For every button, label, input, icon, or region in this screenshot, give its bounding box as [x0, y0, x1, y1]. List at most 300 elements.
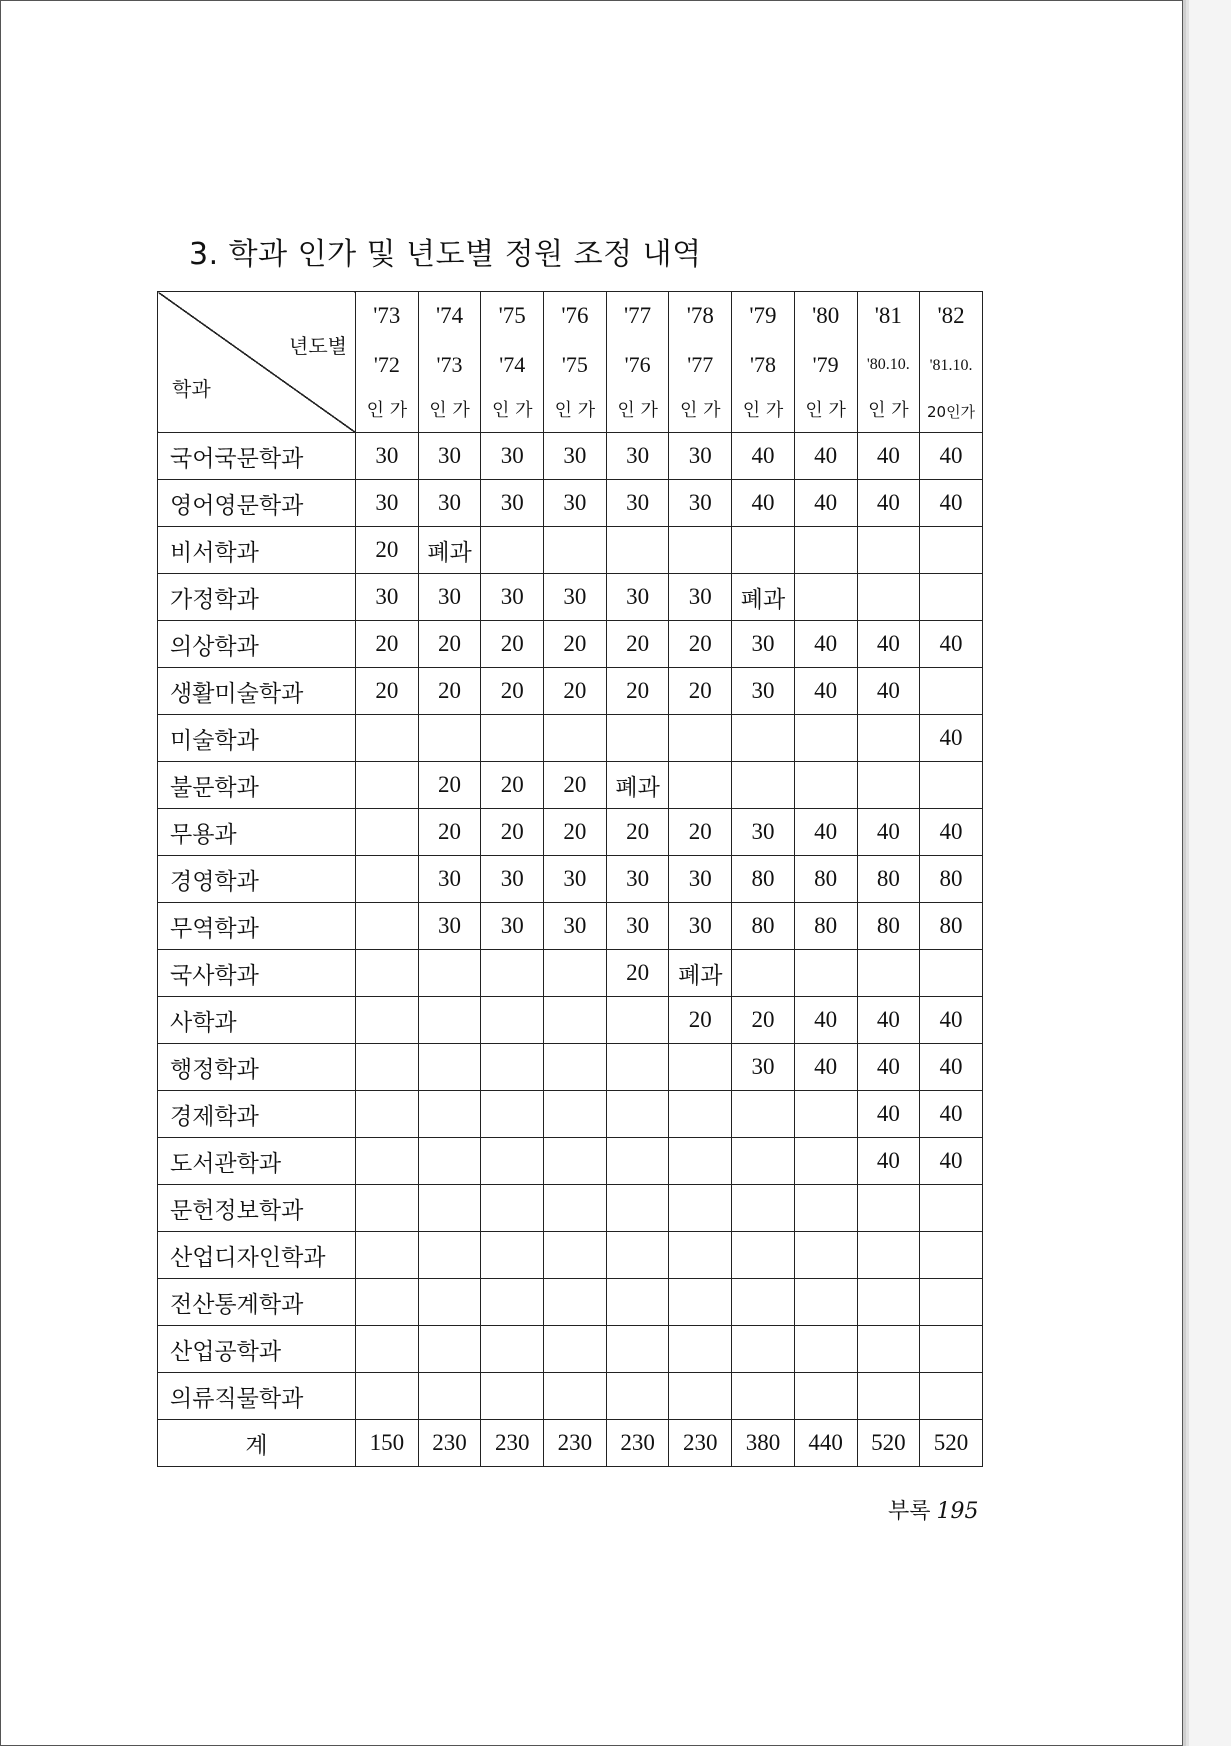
approval-note: 20인가: [926, 403, 976, 421]
quota-cell: [732, 1279, 795, 1326]
quota-cell: [669, 762, 732, 809]
quota-cell: 40: [857, 1091, 920, 1138]
quota-cell: 30: [606, 574, 669, 621]
quota-cell: [857, 574, 920, 621]
table-row: [158, 1279, 983, 1326]
page-heading: 3. 학과 인가 및 년도별 정원 조정 내역: [189, 237, 702, 272]
quota-cell: [544, 527, 607, 574]
quota-cell: [794, 1185, 857, 1232]
year-header-cell: [356, 292, 419, 433]
quota-cell: 20: [481, 809, 544, 856]
quota-cell: [481, 715, 544, 762]
quota-cell: [669, 1232, 732, 1279]
total-cell: 230: [544, 1420, 607, 1467]
quota-cell: [418, 1232, 481, 1279]
quota-cell: 40: [920, 715, 983, 762]
quota-cell: 30: [418, 433, 481, 480]
quota-cell: [606, 527, 669, 574]
approval-note: 인 가: [554, 400, 596, 421]
approval-note: 인 가: [680, 400, 721, 421]
quota-cell: [732, 1326, 795, 1373]
quota-cell: [606, 1232, 669, 1279]
quota-cell: 40: [794, 433, 857, 480]
quota-cell: [732, 527, 795, 574]
quota-cell: [606, 715, 669, 762]
quota-cell: [544, 1232, 607, 1279]
quota-cell: [920, 1326, 983, 1373]
year-label: '82: [937, 303, 965, 328]
total-cell: 380: [732, 1420, 795, 1467]
quota-cell: [857, 1373, 920, 1420]
quota-cell: 30: [481, 574, 544, 621]
department-name: 의류직물학과: [158, 1373, 356, 1420]
department-name: 영어영문학과: [158, 480, 356, 527]
quota-cell: [794, 715, 857, 762]
quota-cell: [732, 950, 795, 997]
department-name: 행정학과: [158, 1044, 356, 1091]
year-header-cell: [481, 292, 544, 433]
quota-cell: [732, 715, 795, 762]
quota-cell: [544, 1373, 607, 1420]
year-label: '73: [373, 303, 401, 328]
quota-cell: [669, 1326, 732, 1373]
quota-cell: [606, 1326, 669, 1373]
year-header-cell: [418, 292, 481, 433]
quota-cell: [920, 1279, 983, 1326]
quota-cell: 40: [920, 433, 983, 480]
quota-cell: [857, 1232, 920, 1279]
quota-cell: [669, 1373, 732, 1420]
quota-cell: 40: [794, 668, 857, 715]
quota-cell: [418, 715, 481, 762]
quota-cell: 40: [732, 433, 795, 480]
table-row: [158, 621, 983, 668]
quota-cell: [544, 950, 607, 997]
department-name: 경제학과: [158, 1091, 356, 1138]
quota-cell: 80: [920, 903, 983, 950]
quota-cell: [356, 1232, 419, 1279]
quota-cell: 80: [794, 856, 857, 903]
quota-cell: 20: [544, 809, 607, 856]
quota-cell: [606, 1091, 669, 1138]
table-row: [158, 715, 983, 762]
quota-cell: 20: [356, 527, 419, 574]
quota-cell: 20: [606, 950, 669, 997]
quota-cell: 30: [356, 480, 419, 527]
quota-cell: [418, 997, 481, 1044]
total-cell: 520: [857, 1420, 920, 1467]
quota-cell: [920, 527, 983, 574]
quota-cell: 80: [794, 903, 857, 950]
quota-cell: 30: [418, 574, 481, 621]
year-label: '79: [749, 303, 777, 328]
table-row: [158, 668, 983, 715]
quota-cell: [481, 1185, 544, 1232]
quota-cell: [418, 1279, 481, 1326]
quota-cell: [544, 1279, 607, 1326]
total-cell: 440: [794, 1420, 857, 1467]
quota-cell: 20: [418, 809, 481, 856]
quota-cell: 30: [606, 856, 669, 903]
quota-cell: [920, 1373, 983, 1420]
quota-cell: [732, 762, 795, 809]
quota-cell: [544, 1326, 607, 1373]
quota-cell: [356, 1044, 419, 1091]
quota-cell: 40: [920, 809, 983, 856]
quota-cell: [356, 1326, 419, 1373]
quota-cell: [794, 1091, 857, 1138]
quota-cell: 30: [356, 574, 419, 621]
table-row: [158, 527, 983, 574]
quota-cell: [920, 574, 983, 621]
approval-year-label: '78: [749, 351, 776, 377]
quota-cell: [356, 762, 419, 809]
quota-cell: [669, 1185, 732, 1232]
table-row: [158, 433, 983, 480]
department-name: 의상학과: [158, 621, 356, 668]
quota-cell: [857, 762, 920, 809]
quota-cell: [669, 1044, 732, 1091]
year-label: '76: [561, 303, 589, 328]
department-name: 무역학과: [158, 903, 356, 950]
quota-cell: 30: [418, 480, 481, 527]
department-name: 산업공학과: [158, 1326, 356, 1373]
quota-cell: [481, 950, 544, 997]
table-row: [158, 856, 983, 903]
table-row: [158, 1326, 983, 1373]
quota-cell: [732, 1091, 795, 1138]
quota-cell: 30: [606, 480, 669, 527]
quota-cell: 80: [732, 856, 795, 903]
table-row: [158, 1232, 983, 1279]
quota-cell: 20: [481, 668, 544, 715]
table-row: [158, 997, 983, 1044]
quota-cell: [920, 950, 983, 997]
quota-cell: 40: [732, 480, 795, 527]
quota-cell: [794, 1279, 857, 1326]
quota-cell: [418, 950, 481, 997]
quota-cell: [732, 1232, 795, 1279]
department-name: 도서관학과: [158, 1138, 356, 1185]
quota-cell: [794, 1232, 857, 1279]
quota-cell: 40: [794, 1044, 857, 1091]
quota-cell: 40: [920, 480, 983, 527]
quota-cell: [920, 1232, 983, 1279]
quota-cell: [481, 997, 544, 1044]
quota-cell: [481, 1373, 544, 1420]
quota-cell: [669, 1091, 732, 1138]
table-row: [158, 574, 983, 621]
quota-cell: 20: [356, 668, 419, 715]
department-name: 불문학과: [158, 762, 356, 809]
quota-cell: [857, 950, 920, 997]
quota-cell: 40: [794, 997, 857, 1044]
quota-cell: [481, 1326, 544, 1373]
quota-cell: 80: [857, 856, 920, 903]
quota-cell: 40: [794, 480, 857, 527]
quota-cell: 40: [857, 480, 920, 527]
quota-cell: 30: [606, 903, 669, 950]
quota-cell: [356, 1373, 419, 1420]
quota-cell: [418, 1373, 481, 1420]
quota-cell: [356, 1091, 419, 1138]
table-row: [158, 480, 983, 527]
department-name: 미술학과: [158, 715, 356, 762]
department-name: 경영학과: [158, 856, 356, 903]
quota-cell: 30: [732, 668, 795, 715]
quota-cell: [356, 1185, 419, 1232]
quota-cell: [481, 1279, 544, 1326]
quota-cell: 40: [920, 997, 983, 1044]
quota-table: [157, 291, 983, 1467]
year-label: '77: [624, 303, 652, 328]
page-footer: [888, 1494, 979, 1525]
quota-cell: [669, 527, 732, 574]
approval-note: 인 가: [491, 400, 533, 421]
quota-cell: 40: [857, 997, 920, 1044]
quota-cell: 80: [920, 856, 983, 903]
quota-cell: [920, 668, 983, 715]
department-name: 국어국문학과: [158, 433, 356, 480]
quota-cell: 30: [732, 1044, 795, 1091]
approval-note: 인 가: [429, 400, 470, 421]
year-header-cell: [920, 292, 983, 433]
quota-cell: [794, 762, 857, 809]
year-header-cell: [794, 292, 857, 433]
quota-cell: [481, 1044, 544, 1091]
quota-cell: [356, 715, 419, 762]
total-label: 계: [158, 1420, 356, 1467]
quota-cell: [732, 1185, 795, 1232]
quota-cell: 30: [418, 856, 481, 903]
quota-cell: [544, 715, 607, 762]
quota-cell: 폐과: [606, 762, 669, 809]
quota-cell: 30: [418, 903, 481, 950]
quota-cell: 20: [606, 809, 669, 856]
year-header-cell: [606, 292, 669, 433]
quota-cell: [669, 715, 732, 762]
department-name: 비서학과: [158, 527, 356, 574]
year-label: '78: [686, 303, 714, 328]
quota-cell: 20: [544, 762, 607, 809]
quota-cell: 20: [669, 668, 732, 715]
year-label: '74: [435, 303, 464, 328]
quota-cell: 20: [356, 621, 419, 668]
quota-cell: 40: [857, 621, 920, 668]
quota-cell: [794, 574, 857, 621]
quota-cell: 40: [857, 809, 920, 856]
total-cell: 150: [356, 1420, 419, 1467]
approval-year-label: '80.10.: [866, 355, 910, 373]
quota-cell: [481, 1091, 544, 1138]
quota-cell: [857, 715, 920, 762]
quota-cell: [606, 1373, 669, 1420]
table-row: [158, 1138, 983, 1185]
approval-year-label: '76: [624, 351, 651, 377]
quota-cell: 20: [606, 668, 669, 715]
quota-cell: 40: [794, 809, 857, 856]
quota-cell: 30: [544, 903, 607, 950]
quota-cell: 80: [732, 903, 795, 950]
footer-label: 부록: [888, 1499, 931, 1524]
quota-cell: 30: [669, 433, 732, 480]
quota-cell: [669, 1279, 732, 1326]
table-row: [158, 809, 983, 856]
quota-cell: 40: [857, 1044, 920, 1091]
quota-cell: [544, 1091, 607, 1138]
quota-cell: [356, 1279, 419, 1326]
quota-cell: 30: [732, 621, 795, 668]
quota-cell: 20: [544, 668, 607, 715]
quota-cell: [606, 1138, 669, 1185]
table-row: [158, 1091, 983, 1138]
department-name: 생활미술학과: [158, 668, 356, 715]
table-row: [158, 1044, 983, 1091]
quota-cell: [606, 1279, 669, 1326]
quota-cell: [606, 997, 669, 1044]
department-name: 무용과: [158, 809, 356, 856]
dept-axis-label: 학과: [172, 377, 211, 401]
corner-header-cell: [158, 292, 356, 433]
quota-cell: [857, 1185, 920, 1232]
quota-cell: [794, 527, 857, 574]
department-name: 국사학과: [158, 950, 356, 997]
quota-cell: 20: [669, 621, 732, 668]
department-name: 문헌정보학과: [158, 1185, 356, 1232]
quota-cell: [356, 950, 419, 997]
quota-cell: 20: [606, 621, 669, 668]
quota-cell: 30: [544, 856, 607, 903]
quota-cell: [481, 1138, 544, 1185]
quota-cell: 30: [481, 903, 544, 950]
approval-note: 인 가: [617, 400, 658, 421]
quota-cell: [356, 997, 419, 1044]
quota-cell: 30: [669, 574, 732, 621]
quota-cell: 40: [920, 1044, 983, 1091]
total-row: [158, 1420, 983, 1467]
quota-cell: [920, 762, 983, 809]
quota-cell: 20: [544, 621, 607, 668]
quota-cell: 30: [606, 433, 669, 480]
quota-cell: [544, 1185, 607, 1232]
quota-cell: 30: [481, 480, 544, 527]
quota-cell: 40: [920, 1138, 983, 1185]
quota-cell: 40: [857, 668, 920, 715]
quota-cell: [418, 1185, 481, 1232]
page-number: 195: [936, 1499, 979, 1524]
quota-cell: [669, 1138, 732, 1185]
table-header-row: [158, 292, 983, 433]
quota-cell: 40: [857, 433, 920, 480]
approval-year-label: '72: [373, 351, 400, 377]
quota-cell: 30: [356, 433, 419, 480]
year-label: '80: [812, 303, 840, 328]
quota-cell: [356, 903, 419, 950]
quota-cell: [920, 1185, 983, 1232]
total-cell: 230: [481, 1420, 544, 1467]
total-cell: 520: [920, 1420, 983, 1467]
quota-cell: [794, 1373, 857, 1420]
year-header-cell: [544, 292, 607, 433]
table-row: [158, 950, 983, 997]
approval-year-label: '77: [687, 351, 714, 377]
quota-cell: [356, 856, 419, 903]
quota-cell: [857, 527, 920, 574]
quota-cell: [544, 1138, 607, 1185]
quota-cell: 20: [481, 621, 544, 668]
quota-cell: [481, 1232, 544, 1279]
quota-cell: [794, 1138, 857, 1185]
department-name: 전산통계학과: [158, 1279, 356, 1326]
quota-cell: [732, 1373, 795, 1420]
department-name: 가정학과: [158, 574, 356, 621]
table-row: [158, 1185, 983, 1232]
department-name: 산업디자인학과: [158, 1232, 356, 1279]
quota-cell: 20: [481, 762, 544, 809]
quota-cell: 폐과: [669, 950, 732, 997]
total-cell: 230: [669, 1420, 732, 1467]
approval-year-label: '73: [436, 351, 463, 377]
quota-cell: 40: [920, 1091, 983, 1138]
quota-cell: 30: [732, 809, 795, 856]
quota-cell: 40: [920, 621, 983, 668]
quota-cell: 30: [481, 856, 544, 903]
quota-cell: [606, 1185, 669, 1232]
quota-cell: [732, 1138, 795, 1185]
approval-year-label: '79: [812, 351, 839, 377]
year-label: '81: [874, 303, 902, 328]
quota-cell: 30: [544, 433, 607, 480]
quota-cell: 30: [544, 480, 607, 527]
quota-cell: [418, 1138, 481, 1185]
department-name: 사학과: [158, 997, 356, 1044]
quota-cell: 20: [418, 762, 481, 809]
year-axis-label: 년도별: [289, 334, 347, 358]
quota-cell: [606, 1044, 669, 1091]
year-header-cell: [857, 292, 920, 433]
quota-cell: 30: [544, 574, 607, 621]
quota-cell: 폐과: [418, 527, 481, 574]
quota-cell: [857, 1326, 920, 1373]
quota-cell: [857, 1279, 920, 1326]
quota-cell: 20: [669, 997, 732, 1044]
table-row: [158, 903, 983, 950]
quota-cell: 40: [857, 1138, 920, 1185]
quota-cell: [794, 950, 857, 997]
quota-cell: 20: [669, 809, 732, 856]
table-row: [158, 762, 983, 809]
quota-cell: 20: [418, 668, 481, 715]
approval-note: 인 가: [742, 400, 784, 421]
quota-cell: [481, 527, 544, 574]
quota-cell: [418, 1044, 481, 1091]
quota-cell: [544, 997, 607, 1044]
quota-cell: 30: [669, 856, 732, 903]
year-header-cell: [732, 292, 795, 433]
table-row: [158, 1373, 983, 1420]
year-header-cell: [669, 292, 732, 433]
quota-cell: [418, 1091, 481, 1138]
approval-year-label: '81.10.: [929, 357, 973, 374]
approval-note: 인 가: [805, 400, 846, 421]
total-cell: 230: [606, 1420, 669, 1467]
quota-cell: [794, 1326, 857, 1373]
quota-cell: 30: [669, 480, 732, 527]
quota-cell: 80: [857, 903, 920, 950]
quota-cell: [356, 809, 419, 856]
approval-note: 인 가: [868, 400, 909, 421]
year-label: '75: [498, 303, 526, 328]
